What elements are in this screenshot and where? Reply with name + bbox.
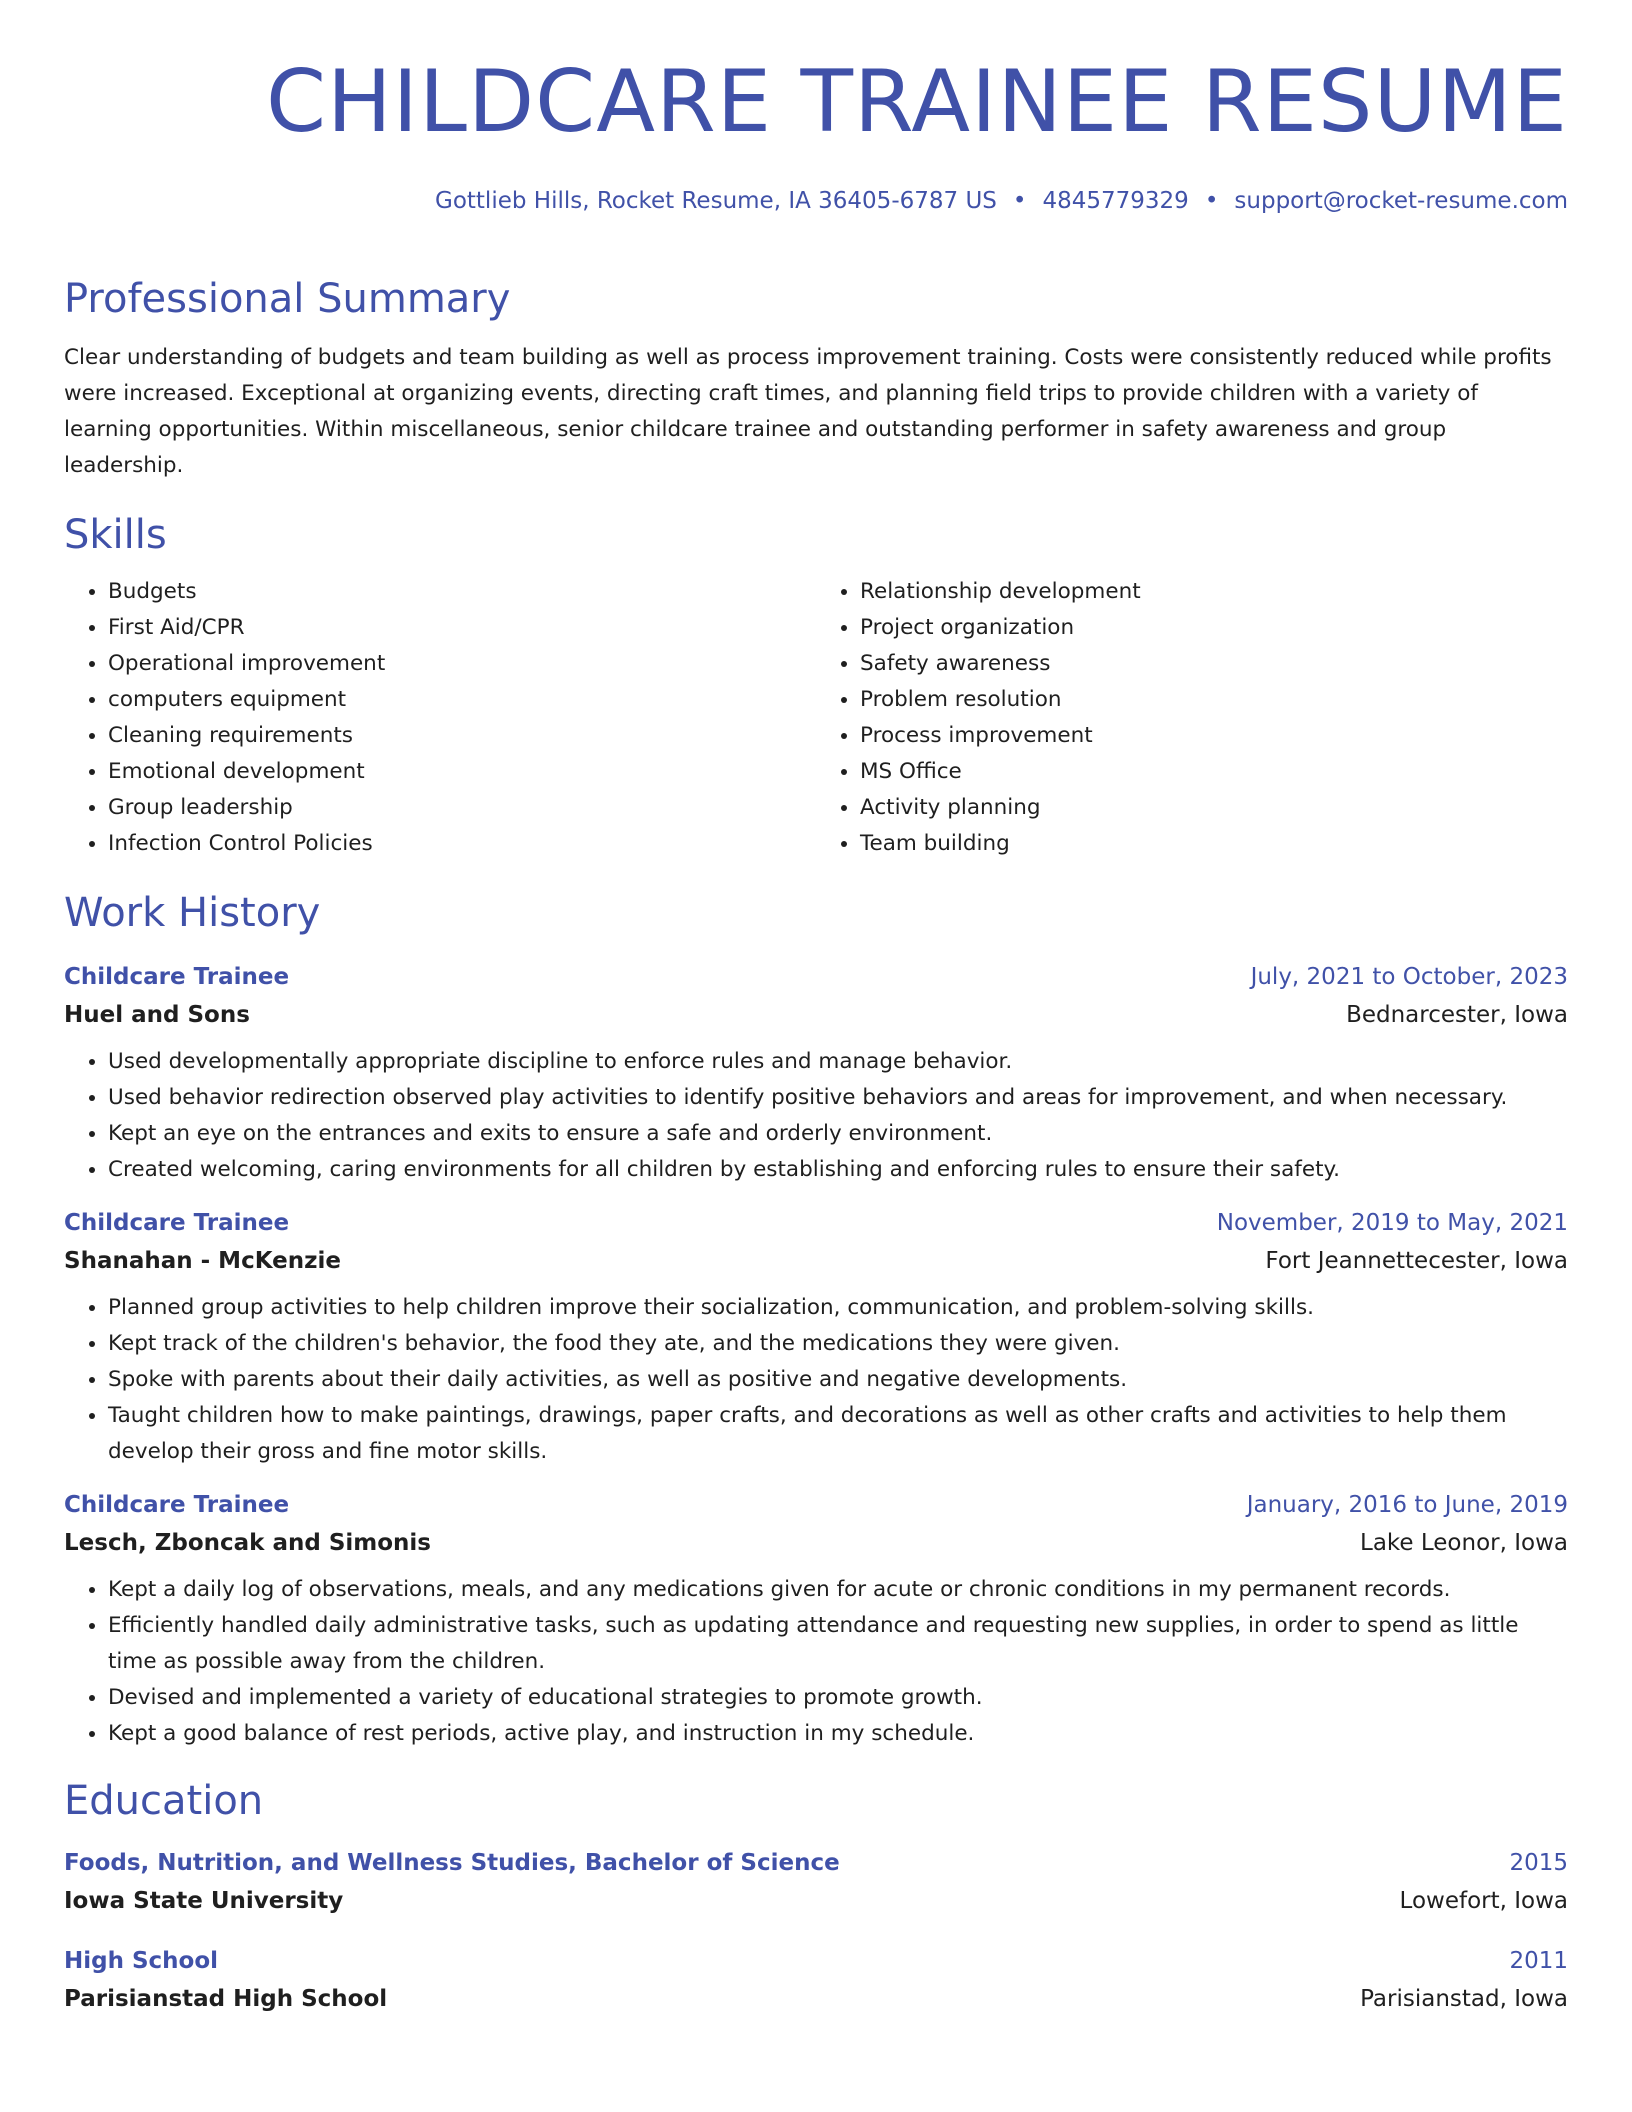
resume-title: CHILDCARE TRAINEE RESUME xyxy=(265,52,1568,152)
skill-item: • computers equipment xyxy=(108,682,816,718)
education-heading: Education xyxy=(64,1778,264,1824)
work-history-heading: Work History xyxy=(64,890,321,936)
job-bullets xyxy=(64,1044,1568,1188)
summary-text: Clear understanding of budgets and team building as well as process improvement training. Costs were consistently reduced while profits were increased. Exceptional at organizing events, directing craft times, and planning field trips to provide children with a variety of learning opportunities. Within miscellaneous, senior childcare trainee and outstanding performer in safety awareness and group leadership. xyxy=(64,345,1552,478)
job-company: Lesch, Zboncak and Simonis xyxy=(64,1530,432,1556)
contact-phone: 4845779329 xyxy=(1042,188,1189,214)
job-bullet: • Kept a daily log of observations, meals, and any medications given for acute or chronic conditions in my permanent records. xyxy=(108,1572,1568,1608)
skills-column-left xyxy=(64,574,816,862)
job-company: Huel and Sons xyxy=(64,1002,250,1028)
contact-separator: • xyxy=(1204,188,1219,214)
skill-item: • Activity planning xyxy=(860,790,1568,826)
education-entry xyxy=(64,1848,1568,1916)
job-dates: July, 2021 to October, 2023 xyxy=(1250,964,1568,990)
skill-item: • Group leadership xyxy=(108,790,816,826)
skill-item: • Relationship development xyxy=(860,574,1568,610)
job-bullet: • Devised and implemented a variety of educational strategies to promote growth. xyxy=(108,1680,1568,1716)
skill-item: • Project organization xyxy=(860,610,1568,646)
job-dates: November, 2019 to May, 2021 xyxy=(1216,1210,1568,1236)
summary-heading: Professional Summary xyxy=(64,276,511,322)
job-bullet: • Kept a good balance of rest periods, active play, and instruction in my schedule. xyxy=(108,1716,1568,1752)
job-bullet: • Used behavior redirection observed play activities to identify positive behaviors and areas for improvement, and when necessary. xyxy=(108,1080,1568,1116)
job-bullet: • Kept track of the children's behavior, the food they ate, and the medications they were given. xyxy=(108,1326,1568,1362)
skill-item: • Infection Control Policies xyxy=(108,826,816,862)
education-year: 2015 xyxy=(1509,1850,1568,1876)
job-entry xyxy=(64,1208,1568,1470)
skills-heading: Skills xyxy=(64,512,167,558)
job-title: Childcare Trainee xyxy=(64,1210,290,1236)
skill-item: • First Aid/CPR xyxy=(108,610,816,646)
job-bullets xyxy=(64,1290,1568,1470)
contact-email: support@rocket-resume.com xyxy=(1234,188,1568,214)
job-dates: January, 2016 to June, 2019 xyxy=(1246,1492,1568,1518)
job-title: Childcare Trainee xyxy=(64,964,290,990)
skill-item: • Problem resolution xyxy=(860,682,1568,718)
skill-item: • MS Office xyxy=(860,754,1568,790)
skill-item: • Team building xyxy=(860,826,1568,862)
education-degree: High School xyxy=(64,1948,219,1974)
skills-list xyxy=(64,574,1568,862)
job-bullet: • Kept an eye on the entrances and exits to ensure a safe and orderly environment. xyxy=(108,1116,1568,1152)
education-location: Parisianstad, Iowa xyxy=(1360,1986,1568,2012)
job-entry xyxy=(64,962,1568,1188)
job-company: Shanahan - McKenzie xyxy=(64,1248,341,1274)
skill-item: • Cleaning requirements xyxy=(108,718,816,754)
contact-line xyxy=(64,186,1568,216)
job-location: Bednarcester, Iowa xyxy=(1346,1002,1568,1028)
contact-address: Gottlieb Hills, Rocket Resume, IA 36405-6787 US xyxy=(435,188,997,214)
contact-separator: • xyxy=(1012,188,1027,214)
skill-item: • Budgets xyxy=(108,574,816,610)
job-bullet: • Used developmentally appropriate discipline to enforce rules and manage behavior. xyxy=(108,1044,1568,1080)
education-degree: Foods, Nutrition, and Wellness Studies, Bachelor of Science xyxy=(64,1850,840,1876)
job-bullet: • Created welcoming, caring environments for all children by establishing and enforcing rules to ensure their safety. xyxy=(108,1152,1568,1188)
skill-item: • Emotional development xyxy=(108,754,816,790)
job-location: Lake Leonor, Iowa xyxy=(1360,1530,1568,1556)
job-title: Childcare Trainee xyxy=(64,1492,290,1518)
education-year: 2011 xyxy=(1509,1948,1568,1974)
skill-item: • Process improvement xyxy=(860,718,1568,754)
education-location: Lowefort, Iowa xyxy=(1399,1888,1568,1914)
job-bullet: • Efficiently handled daily administrative tasks, such as updating attendance and requesting new supplies, in order to spend as little time as possible away from the children. xyxy=(108,1608,1568,1680)
education-entry xyxy=(64,1946,1568,2014)
job-bullet: • Spoke with parents about their daily activities, as well as positive and negative developments. xyxy=(108,1362,1568,1398)
skill-item: • Safety awareness xyxy=(860,646,1568,682)
job-bullets xyxy=(64,1572,1568,1752)
job-location: Fort Jeannettecester, Iowa xyxy=(1265,1248,1568,1274)
skills-column-right xyxy=(816,574,1568,862)
job-entry xyxy=(64,1490,1568,1752)
job-bullet: • Taught children how to make paintings, drawings, paper crafts, and decorations as well as other crafts and activities to help them develop their gross and fine motor skills. xyxy=(108,1398,1568,1470)
job-bullet: • Planned group activities to help children improve their socialization, communication, and problem-solving skills. xyxy=(108,1290,1568,1326)
resume-header xyxy=(64,0,1568,216)
education-school: Parisianstad High School xyxy=(64,1986,388,2012)
education-school: Iowa State University xyxy=(64,1888,344,1914)
skill-item: • Operational improvement xyxy=(108,646,816,682)
